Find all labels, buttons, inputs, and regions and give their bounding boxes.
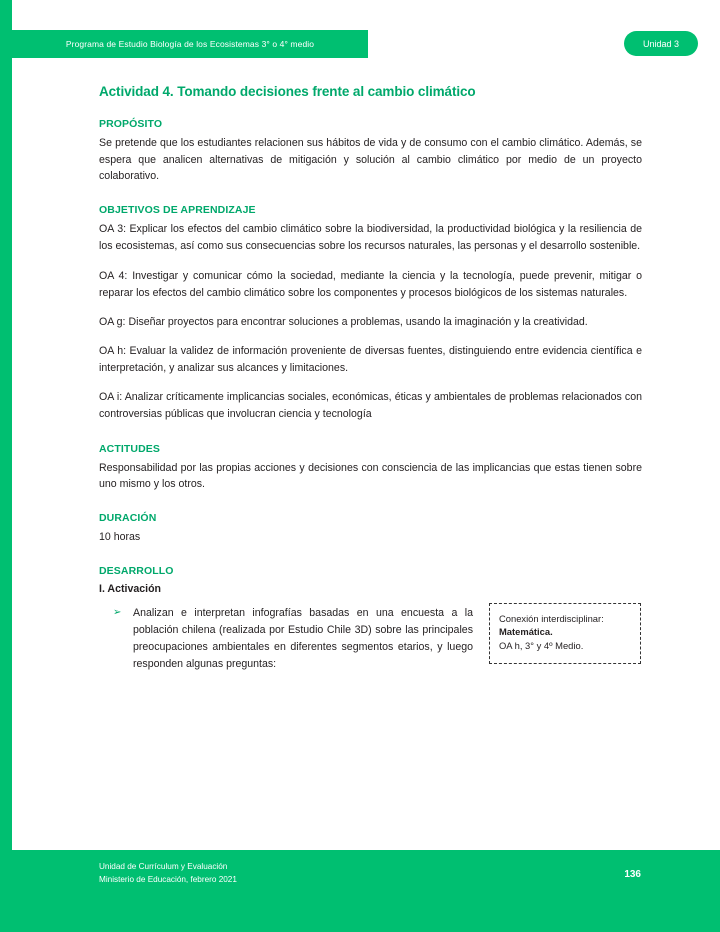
- section-heading-actitudes: ACTITUDES: [99, 442, 160, 455]
- page-number: 136: [624, 869, 641, 880]
- section-heading-objetivos: OBJETIVOS DE APRENDIZAJE: [99, 204, 256, 217]
- footer-credit-line1: Unidad de Currículum y Evaluación: [99, 862, 228, 872]
- unit-badge-label: Unidad 3: [642, 38, 680, 49]
- interdisciplinary-connection-box: [489, 603, 641, 664]
- footer-credit-line2: Ministerio de Educación, febrero 2021: [99, 874, 237, 884]
- objetivo-item: OA 3: Explicar los efectos del cambio climático sobre la biodiversidad, la productividad biológica y la resiliencia de los ecosistemas, así como sus consecuencias sobre los recursos naturales, las personas y el desarrollo sostenible.: [99, 223, 642, 253]
- objetivo-item: OA i: Analizar críticamente implicancias sociales, económicas, éticas y ambientales de problemas relacionados con controversias públicas que involucran ciencia y tecnología: [99, 391, 642, 421]
- objetivo-item: OA h: Evaluar la validez de información proveniente de diversas fuentes, distinguiendo entre evidencia científica e interpretación, y analizar sus alcances y limitaciones.: [99, 344, 642, 375]
- program-banner: [12, 30, 368, 58]
- section-heading-duracion: DURACIÓN: [99, 512, 157, 525]
- footer-credits: [99, 861, 237, 886]
- page-header: [12, 30, 720, 58]
- page-content: [99, 84, 642, 673]
- duracion-text: 10 horas: [99, 531, 141, 544]
- objetivo-item: OA g: Diseñar proyectos para encontrar soluciones a problemas, usando la imaginación y la creatividad.: [99, 315, 588, 328]
- connection-box-subject: Matemática.: [499, 626, 553, 638]
- desarrollo-row: [99, 603, 642, 674]
- section-heading-desarrollo: DESARROLLO: [99, 564, 174, 577]
- page-title: Actividad 4. Tomando decisiones frente al cambio climático: [99, 84, 476, 99]
- actitudes-text: Responsabilidad por las propias acciones y decisiones con consciencia de las implicancias que estas tienen sobre uno mismo y los otros.: [99, 461, 642, 491]
- objetivo-item: OA 4: Investigar y comunicar cómo la sociedad, mediante la ciencia y la tecnología, puede prevenir, mitigar o reparar los efectos del cambio climático sobre los componentes y procesos biológicos de los sistemas naturales.: [99, 269, 642, 299]
- desarrollo-subsection: I. Activación: [99, 582, 162, 595]
- section-heading-proposito: PROPÓSITO: [99, 118, 163, 130]
- desarrollo-bullet: [99, 603, 479, 674]
- connection-box-line1: Conexión interdisciplinar:: [499, 612, 604, 624]
- left-accent-bar: [0, 0, 12, 932]
- connection-box-oa: OA h, 3° y 4º Medio.: [499, 640, 584, 652]
- proposito-text: Se pretende que los estudiantes relacionen sus hábitos de vida y de consumo con el cambio climático. Además, se espera que analicen alternativas de mitigación y solución al cambio climático por medio de un proyecto colaborativo.: [99, 137, 642, 183]
- arrow-bullet-icon: ➢: [113, 606, 122, 618]
- desarrollo-bullet-text: Analizan e interpretan infografías basadas en una encuesta a la población chilena (realizada por Estudio Chile 3D) sobre las principales preocupaciones ambientales en diferentes segmentos etarios, y luego responden algunas preguntas:: [133, 606, 473, 671]
- program-banner-label: Programa de Estudio Biología de los Ecosistemas 3° o 4° medio: [65, 39, 315, 49]
- unit-badge: [624, 31, 698, 56]
